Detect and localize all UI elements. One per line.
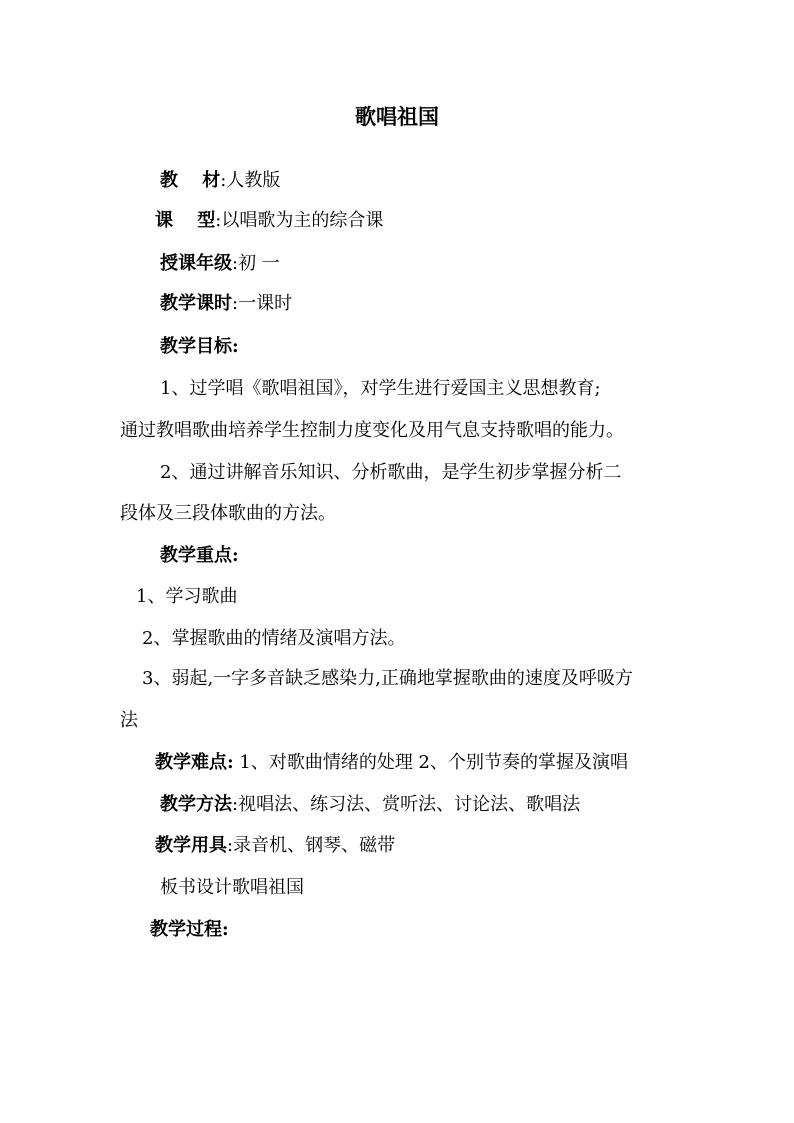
- objective-2-line-1: 2、通过讲解音乐知识、分析歌曲，是学生初步掌握分析二: [160, 462, 622, 483]
- textbook-value: 人教版: [226, 170, 281, 191]
- objective-1-line-2: 通过教唱歌曲培养学生控制力度变化及用气息支持歌唱的能力。: [120, 420, 624, 441]
- hours-line: [160, 293, 292, 315]
- tools-line: [155, 835, 395, 857]
- textbook-label: 教 材: [160, 170, 221, 191]
- textbook-line: [160, 170, 280, 192]
- key-point-1: 1、学习歌曲: [136, 586, 238, 607]
- objectives-heading: 教学目标:: [160, 336, 239, 357]
- lesson-type-value: 以唱歌为主的综合课: [221, 210, 384, 231]
- difficulties-line: [155, 752, 628, 774]
- difficulties-value: 1、对歌曲情绪的处理 2、个别节奏的掌握及演唱: [233, 752, 629, 773]
- process-heading: 教学过程:: [150, 919, 229, 940]
- grade-line: [160, 253, 280, 275]
- hours-label: 教学课时: [160, 293, 232, 314]
- grade-value: 初 一: [238, 253, 280, 274]
- tools-value: 录音机、钢琴、磁带: [233, 835, 396, 856]
- hours-separator: :: [232, 293, 239, 314]
- hours-value: 一课时: [238, 293, 293, 314]
- difficulties-label: 教学难点:: [155, 752, 234, 773]
- lesson-type-label: 课 型: [155, 210, 216, 231]
- board-design-line: 板书设计歌唱祖国: [160, 877, 304, 898]
- objective-2-line-2: 段体及三段体歌曲的方法。: [120, 503, 336, 524]
- tools-separator: :: [227, 835, 234, 856]
- lesson-type-separator: :: [215, 210, 222, 231]
- page-title: 歌唱祖国: [355, 104, 439, 129]
- objective-1-line-1: 1、过学唱《歌唱祖国》，对学生进行爱国主义思想教育;: [160, 378, 601, 399]
- methods-line: [160, 794, 580, 816]
- tools-label: 教学用具: [155, 835, 227, 856]
- key-point-3: 3、弱起,一字多音缺乏感染力,正确地掌握歌曲的速度及呼吸方: [142, 668, 633, 689]
- lesson-type-line: [155, 210, 383, 232]
- textbook-separator: :: [220, 170, 227, 191]
- methods-label: 教学方法: [160, 794, 232, 815]
- methods-separator: :: [232, 794, 239, 815]
- key-point-2: 2、掌握歌曲的情绪及演唱方法。: [142, 628, 406, 649]
- key-point-3-continuation: 法: [120, 710, 138, 731]
- grade-label: 授课年级: [160, 253, 232, 274]
- grade-separator: :: [232, 253, 239, 274]
- methods-value: 视唱法、练习法、赏听法、讨论法、歌唱法: [238, 794, 581, 815]
- key-points-heading: 教学重点:: [160, 545, 239, 566]
